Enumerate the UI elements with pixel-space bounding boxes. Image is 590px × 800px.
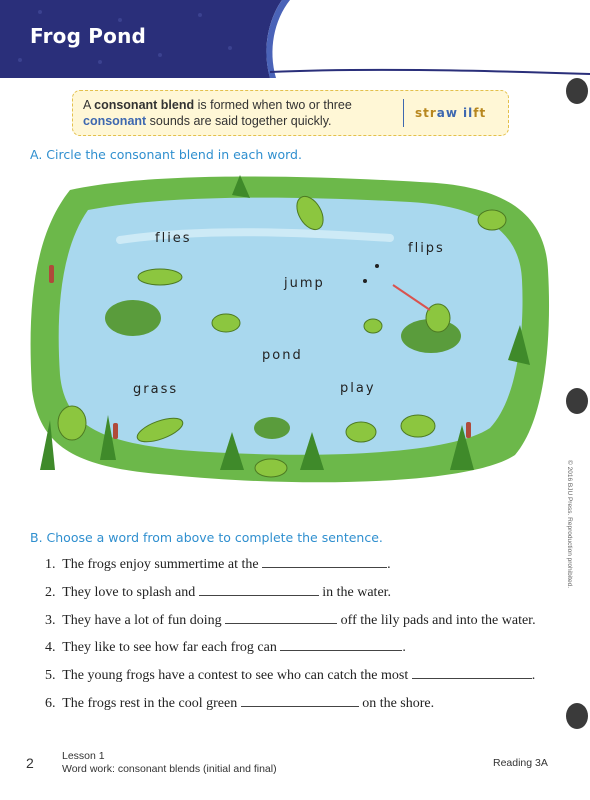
header-banner (0, 0, 590, 78)
example-word-lift: ilft (463, 106, 487, 120)
sentence-4: 4. They like to see how far each frog can . (45, 640, 406, 655)
fly-icon (375, 264, 379, 268)
fly-icon (363, 279, 367, 283)
frog-icon (346, 422, 376, 442)
pond-word-jump: jump (284, 276, 325, 291)
course-label: Reading 3A (493, 757, 548, 769)
definition-box (72, 90, 509, 136)
cattail-icon (466, 422, 471, 438)
definition-text: A consonant blend is formed when two or three consonant sounds are said together quickly. (83, 98, 352, 128)
answer-blank[interactable] (199, 585, 319, 596)
pond-illustration (0, 170, 560, 490)
sentence-1: 1. The frogs enjoy summertime at the . (45, 557, 391, 572)
answer-blank[interactable] (241, 696, 359, 707)
lily-pad (105, 300, 161, 336)
lesson-topic: Word work: consonant blends (initial and final) (62, 763, 277, 775)
binder-hole (566, 388, 588, 414)
sentence-6: 6. The frogs rest in the cool green on the shore. (45, 696, 435, 711)
section-a-instruction: A. Circle the consonant blend in each word. (30, 147, 302, 162)
frog-icon (478, 210, 506, 230)
lesson-label: Lesson 1 (62, 750, 105, 762)
pond-word-flips: flips (408, 241, 445, 256)
pond-word-flies: flies (155, 231, 192, 246)
divider (403, 99, 404, 127)
frog-icon (364, 319, 382, 333)
sentence-2: 2. They love to splash and in the water. (45, 585, 392, 600)
pond-graphic (0, 170, 560, 490)
cattail-icon (113, 423, 118, 439)
page-number: 2 (26, 755, 34, 771)
cattail-icon (49, 265, 54, 283)
binder-hole (566, 703, 588, 729)
sentence-5: 5. The young frogs have a contest to see who can catch the most . (45, 668, 536, 683)
answer-blank[interactable] (262, 557, 387, 568)
frog-icon (401, 415, 435, 437)
binder-hole (566, 78, 588, 104)
example-word-straw: straw (415, 106, 458, 120)
frog-icon (212, 314, 240, 332)
copyright-notice: © 2016 BJU Press. Reproduction prohibited. (566, 460, 573, 588)
sentence-3: 3. They have a lot of fun doing off the lily pads and into the water. (45, 613, 536, 628)
frog-icon (255, 459, 287, 477)
answer-blank[interactable] (412, 668, 532, 679)
frog-icon (138, 269, 182, 285)
page-title: Frog Pond (30, 24, 147, 48)
section-b-instruction: B. Choose a word from above to complete the sentence. (30, 530, 383, 545)
pond-word-play: play (340, 381, 376, 396)
pond-word-grass: grass (133, 382, 179, 397)
lily-pad (254, 417, 290, 439)
footer-lesson (62, 750, 277, 776)
answer-blank[interactable] (280, 640, 402, 651)
pond-word-pond: pond (262, 348, 303, 363)
answer-blank[interactable] (225, 613, 337, 624)
frog-icon (58, 406, 86, 440)
frog-icon (426, 304, 450, 332)
